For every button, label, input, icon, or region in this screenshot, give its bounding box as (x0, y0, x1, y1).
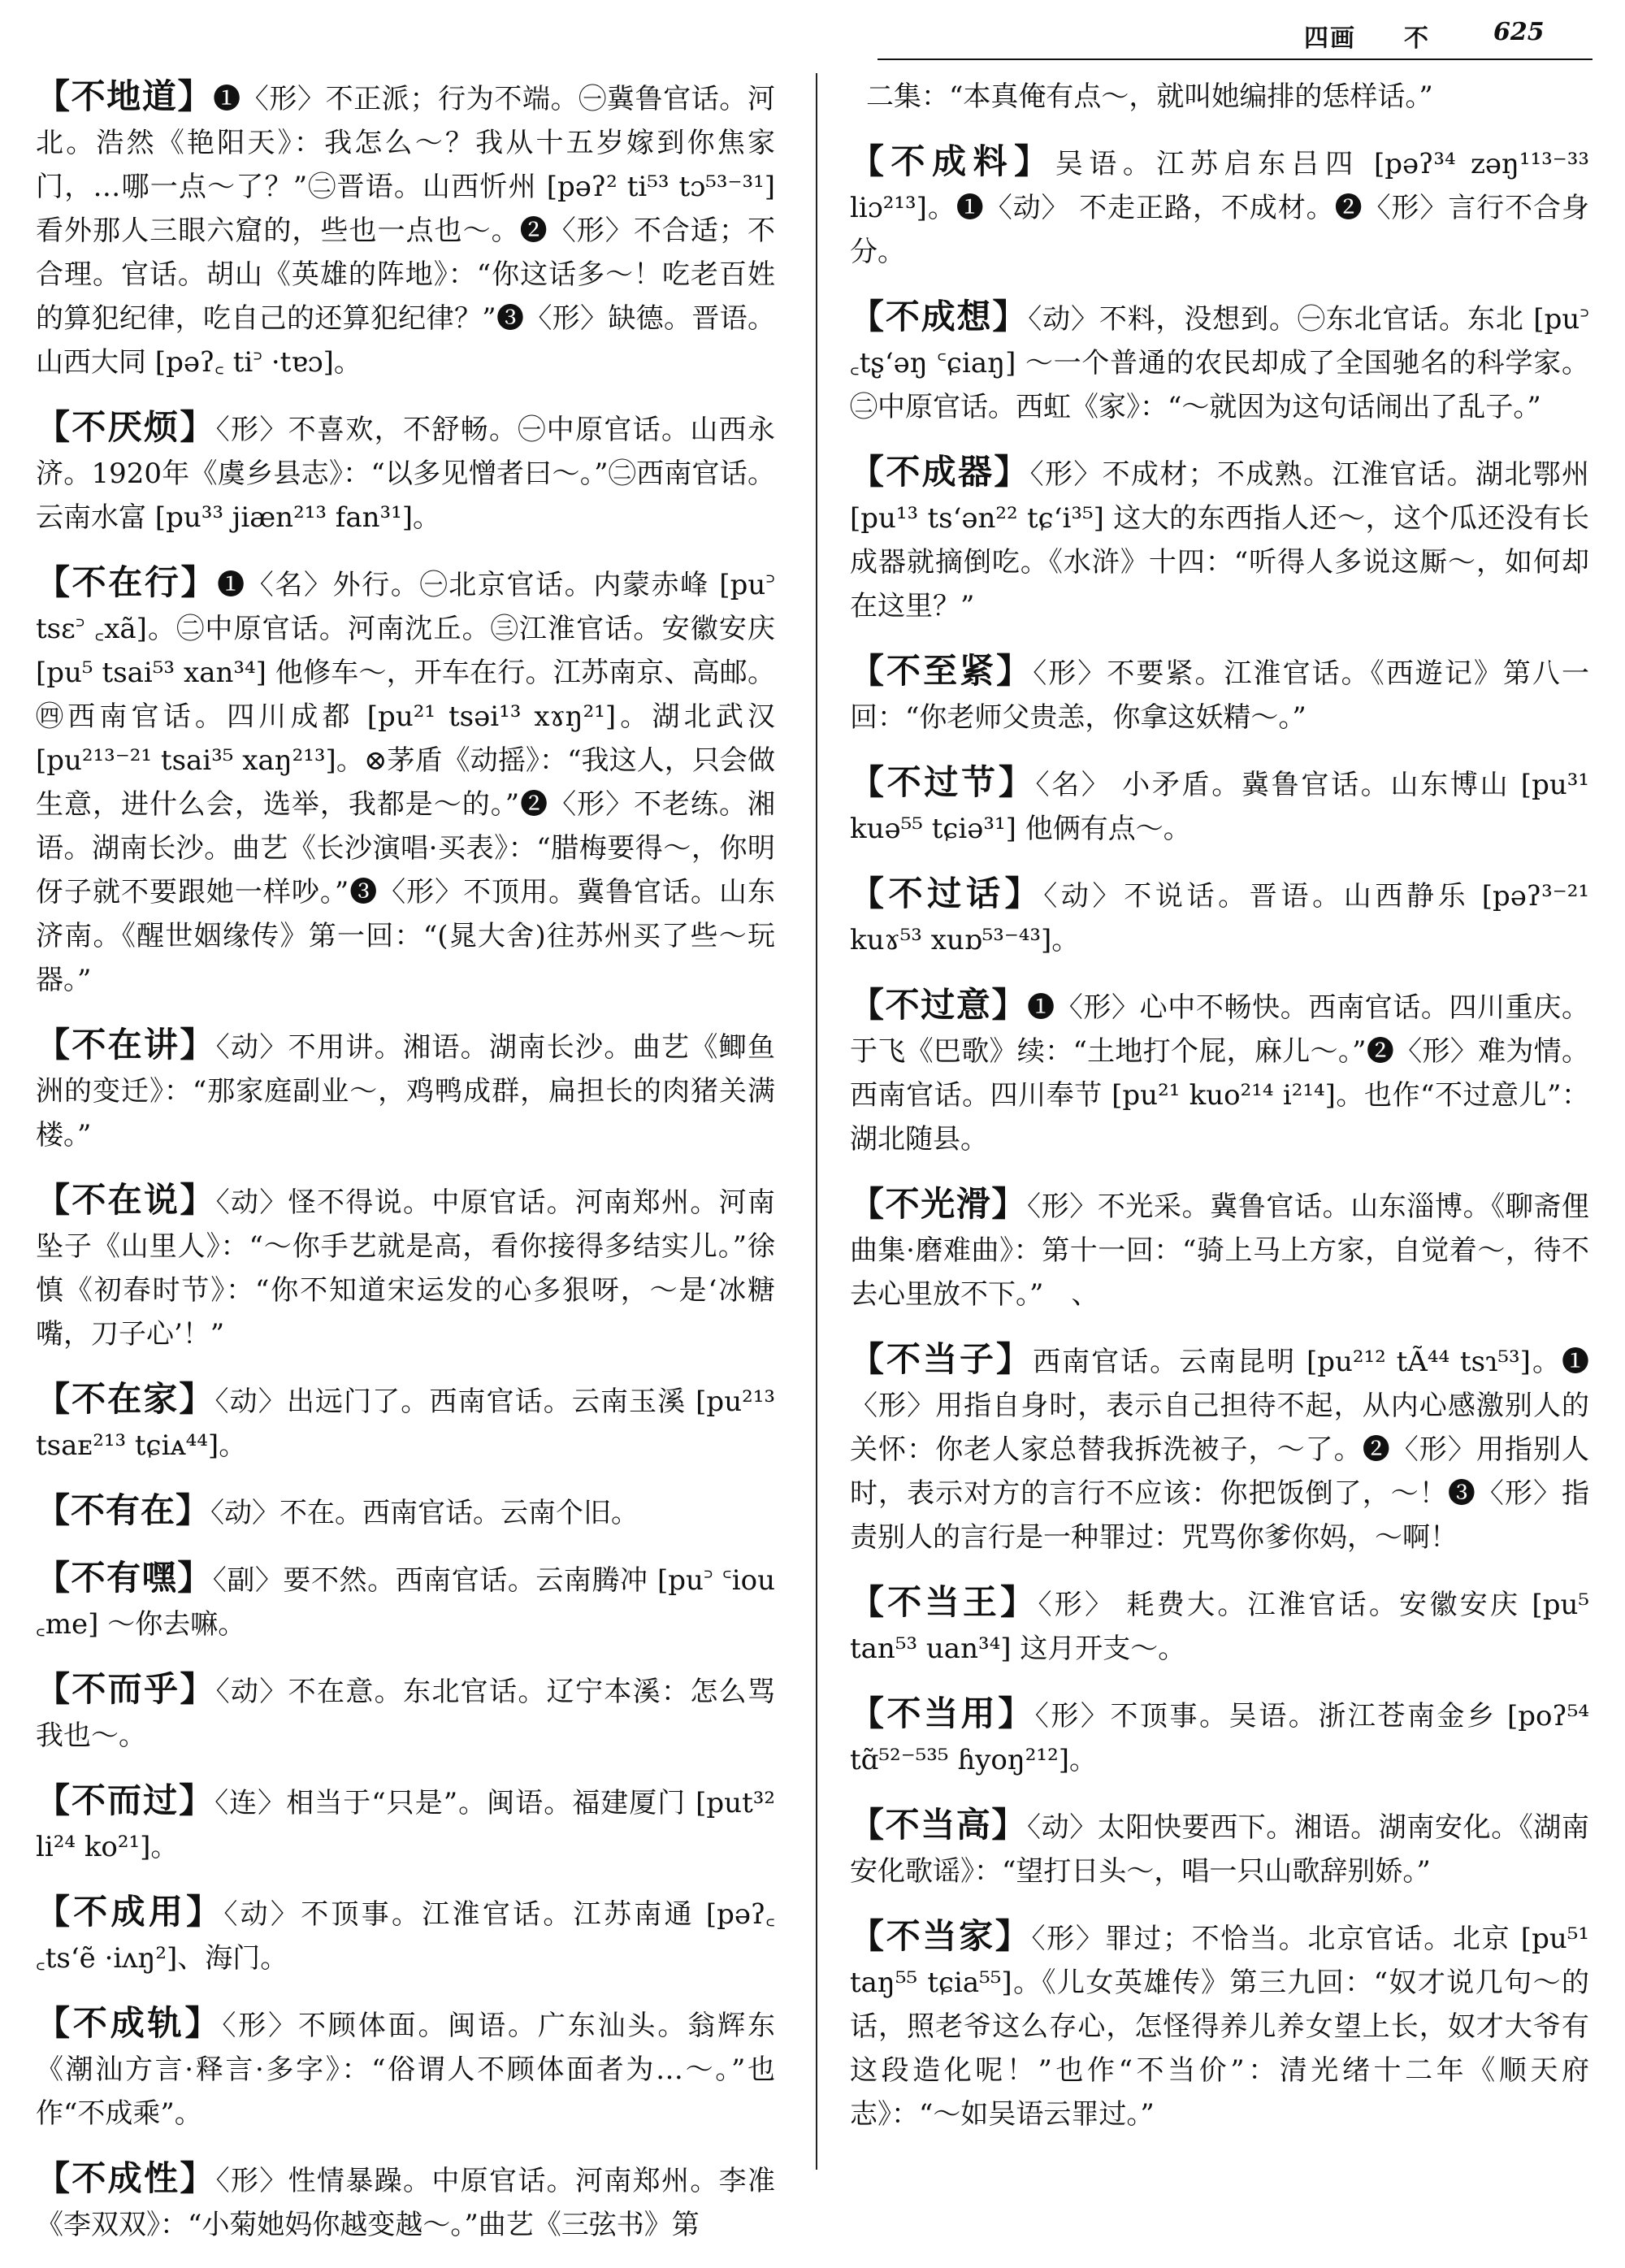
entry-text: 〈形〉不顶事。吴语。浙江苍南金乡 [poʔ⁵⁴ tɑ̃⁵²⁻⁵³⁵ ɦyoŋ²¹²]。 (850, 1700, 1589, 1776)
entry-text: 〈形〉不顾体面。闽语。广东汕头。翁辉东《潮汕方言·释言·多字》：“俗谓人不顾体面者为…～。”也作“不成乘”。 (36, 2010, 775, 2130)
entry-text: 〈副〉要不然。西南官话。云南腾冲 [pu꜄ ꜂iou ꜀me] ～你去嘛。 (36, 1564, 775, 1641)
entry-text: 〈动〉出远门了。西南官话。云南玉溪 [pu²¹³ tsaᴇ²¹³ tɕiᴀ⁴⁴]。 (36, 1386, 775, 1462)
entry-headword: 【不在行】 (36, 562, 218, 602)
entry-text: 〈形〉罪过；不恰当。北京官话。北京 [pu⁵¹ taŋ⁵⁵ tɕia⁵⁵]。《儿女英雄传》第三九回：“奴才说几句～的话，照老爷这么存心，怎怪得养儿养女望上长，奴才大爷有这段造化呢！”也作“不当价”：清光绪十二年《顺天府志》：“～如吴语云罪过。” (850, 1923, 1589, 2131)
entry (36, 1023, 775, 1157)
left-column (36, 75, 775, 2268)
entry (36, 1556, 775, 1646)
entry (850, 295, 1589, 429)
entry (850, 1338, 1589, 1559)
continued-text: 二集：“本真俺有点～，就叫她编排的恁样话。” (866, 80, 1433, 113)
entry-headword: 【不成轨】 (36, 2003, 223, 2043)
entry-headword: 【不过节】 (850, 762, 1036, 802)
entry-text: 〈动〉不说话。晋语。山西静乐 [pəʔ³⁻²¹ kuɤ⁵³ xuɒ⁵³⁻⁴³]。 (850, 880, 1589, 956)
entry-headword: 【不在家】 (36, 1379, 215, 1419)
entry-headword: 【不过意】 (850, 985, 1028, 1025)
entry-text: 〈形〉不成材；不成熟。江淮官话。湖北鄂州 [pu¹³ ts‘ən²² tɕ‘i³⁵] 这大的东西指人还～，这个瓜还没有长成器就摘倒吃。《水浒》十四：“听得人多说这厮～，如何却在这里？” (850, 458, 1589, 622)
header-character: 不 (1404, 24, 1428, 53)
entry (36, 405, 775, 540)
entry-text: 〈形〉性情暴躁。中原官话。河南郑州。李准《李双双》：“小菊她妈你越变越～。”曲艺《三弦书》第 (36, 2165, 775, 2241)
entry (850, 983, 1589, 1161)
entry-headword: 【不光滑】 (850, 1184, 1027, 1224)
entry (36, 1667, 775, 1758)
entry-headword: 【不地道】 (36, 76, 214, 116)
entry-text: ❶〈形〉心中不畅快。西南官话。四川重庆。于飞《巴歌》续：“土地打个屁，麻儿～。”❷〈形〉难为情。西南官话。四川奉节 [pu²¹ kuo²¹⁴ i²¹⁴]。也作“不过意儿”：湖北随县。 (850, 991, 1589, 1156)
header-rule (878, 59, 1592, 60)
entry (36, 2157, 775, 2247)
entry-headword: 【不厌烦】 (36, 407, 216, 447)
entry (36, 1489, 775, 1535)
entry-headword: 【不成想】 (850, 297, 1029, 336)
entry-headword: 【不当王】 (850, 1582, 1038, 1622)
column-divider (816, 73, 817, 2170)
entry-headword: 【不而过】 (36, 1780, 215, 1820)
entry (850, 140, 1589, 274)
entry-headword: 【不当用】 (850, 1693, 1035, 1733)
entry (36, 1779, 775, 1869)
entry-headword: 【不而乎】 (36, 1669, 216, 1709)
entry-text: 〈动〉不在。西南官话。云南个旧。 (210, 1497, 639, 1529)
entry-headword: 【不在说】 (36, 1180, 216, 1220)
entry-headword: 【不成性】 (36, 2158, 216, 2198)
entry-headword: 【不当子】 (850, 1339, 1034, 1379)
entry-headword: 【不当家】 (850, 1916, 1032, 1956)
entry (36, 1890, 775, 1980)
entry-text: 西南官话。云南昆明 [pu²¹² tÃ⁴⁴ tsɿ⁵³]。❶〈形〉用指自身时，表示自己担待不起，从内心感激别人的关怀：你老人家总替我拆洗被子，～了。❷〈形〉用指别人时，表示对方的言行不应该：你把饭倒了，～！❸〈形〉指责别人的言行是一种罪过：咒骂你爹你妈，～啊！ (850, 1346, 1589, 1554)
entry-text: 吴语。江苏启东吕四 [pəʔ³⁴ zəŋ¹¹³⁻³³ liɔ²¹³]。❶〈动〉 不走正路，不成材。❷〈形〉言行不合身分。 (850, 148, 1589, 268)
entry (850, 1692, 1589, 1782)
entry-headword: 【不过话】 (850, 874, 1044, 913)
entry-text: 〈动〉不在意。东北官话。辽宁本溪：怎么骂我也～。 (36, 1676, 775, 1752)
entry-headword: 【不成用】 (36, 1892, 224, 1932)
entry-text: 〈形〉不喜欢，不舒畅。㊀中原官话。山西永济。1920年《虞乡县志》：“以多见憎者曰～。”㊁西南官话。云南水富 [pu³³ jiæn²¹³ fan³¹]。 (36, 414, 775, 534)
entry (850, 450, 1589, 628)
entry (850, 761, 1589, 851)
entry-headword: 【不在讲】 (36, 1025, 216, 1065)
entry-text: 〈动〉太阳快要西下。湘语。湖南安化。《湖南安化歌谣》：“望打日头～，唱一只山歌辞别娇。” (850, 1811, 1589, 1888)
entry (36, 1377, 775, 1468)
entry-text: ❶〈名〉外行。㊀北京官话。内蒙赤峰 [pu꜄ tsɛ꜄ ꜀xã]。㊁中原官话。河南沈丘。㊂江淮官话。安徽安庆 [pu⁵ tsai⁵³ xan³⁴] 他修车～，开车在行。江苏南京、高邮。㊃西南官话。四川成都 [pu²¹ tsəi¹³ xɤŋ²¹]。湖北武汉 [pu²¹³⁻²¹ tsai³⁵ xaŋ²¹³]。⊗茅盾《动摇》：“我这人，只会做生意，进什么会，选举，我都是～的。”❷〈形〉不老练。湘语。湖南长沙。曲艺《长沙演唱·买表》：“腊梅要得～，你明伢子就不要跟她一样吵。”❸〈形〉不顶用。冀鲁官话。山东济南。《醒世姻缘传》第一回：“(晁大舍)往苏州买了些～玩器。” (36, 569, 775, 996)
entry-headword: 【不有在】 (36, 1490, 211, 1530)
entry (36, 75, 775, 384)
entry (850, 1581, 1589, 1671)
entry-text: 〈名〉 小矛盾。冀鲁官话。山东博山 [pu³¹ kuə⁵⁵ tɕiə³¹] 他俩有点～。 (850, 769, 1589, 845)
entry-headword: 【不有嘿】 (36, 1558, 213, 1598)
page-header (0, 10, 1625, 59)
entry-text: 〈动〉不用讲。湘语。湖南长沙。曲艺《鲫鱼洲的变迁》：“那家庭副业～，鸡鸭成群，扁担长的肉猪关满楼。” (36, 1031, 775, 1151)
entry (850, 872, 1589, 962)
entry-headword: 【不成料】 (850, 141, 1055, 181)
entry (850, 649, 1589, 739)
entry-text: 〈动〉不顶事。江淮官话。江苏南通 [pəʔ꜀ ꜀ts‘ẽ ·iʌŋ²]、海门。 (36, 1898, 775, 1975)
entry-text: 〈动〉怪不得说。中原官话。河南郑州。河南坠子《山里人》：“～你手艺就是高，看你接得多结实儿。”徐慎《初春时节》：“你不知道宋运发的心多狠呀，～是‘冰糖嘴，刀子心’！” (36, 1186, 775, 1351)
entry-text: 〈形〉不要紧。江淮官话。《西遊记》第八一回：“你老师父贵恙，你拿这妖精～。” (850, 657, 1589, 734)
entry-headword: 【不至紧】 (850, 651, 1034, 691)
entry (850, 1182, 1589, 1316)
page-number: 625 (1493, 18, 1545, 46)
entry-headword: 【不成器】 (850, 452, 1030, 492)
entry (850, 1915, 1589, 2136)
entry-text: 〈连〉相当于“只是”。闽语。福建厦门 [put³² li²⁴ ko²¹]。 (36, 1787, 775, 1863)
entry-text: 〈形〉不光采。冀鲁官话。山东淄博。《聊斋俚曲集·磨难曲》：第十一回：“骑上马上方家，自觉着～，待不去心里放不下。” 、 (850, 1190, 1589, 1311)
right-column (850, 75, 1589, 2157)
entry (36, 2001, 775, 2136)
entry-headword: 【不当高】 (850, 1805, 1027, 1845)
entry-text: 〈动〉不料，没想到。㊀东北官话。东北 [pu꜄ ꜀tʂ‘əŋ ꜂ɕiaŋ] ～一个普通的农民却成了全国驰名的科学家。㊁中原官话。西虹《家》：“～就因为这句话闹出了乱子。” (850, 303, 1589, 423)
entry-text: 〈形〉 耗费大。江淮官话。安徽安庆 [pu⁵ tan⁵³ uan³⁴] 这月开支～。 (850, 1589, 1589, 1665)
header-section: 四画 (1304, 24, 1356, 53)
entry (36, 1178, 775, 1356)
entry (36, 561, 775, 1002)
entry (850, 1803, 1589, 1893)
entry-text: ❶〈形〉不正派；行为不端。㊀冀鲁官话。河北。浩然《艳阳天》：我怎么～？我从十五岁嫁到你焦家门，…哪一点～了？”㊁晋语。山西忻州 [pəʔ² ti⁵³ tɔ⁵³⁻³¹] 看外那人三眼六窟的，些也一点也～。❷〈形〉不合适；不合理。官话。胡山《英雄的阵地》：“你这话多～！吃老百姓的算犯纪律，吃自己的还算犯纪律？”❸〈形〉缺德。晋语。山西大同 [pəʔ꜀ ti꜄ ·tɐɔ]。 (36, 83, 775, 379)
